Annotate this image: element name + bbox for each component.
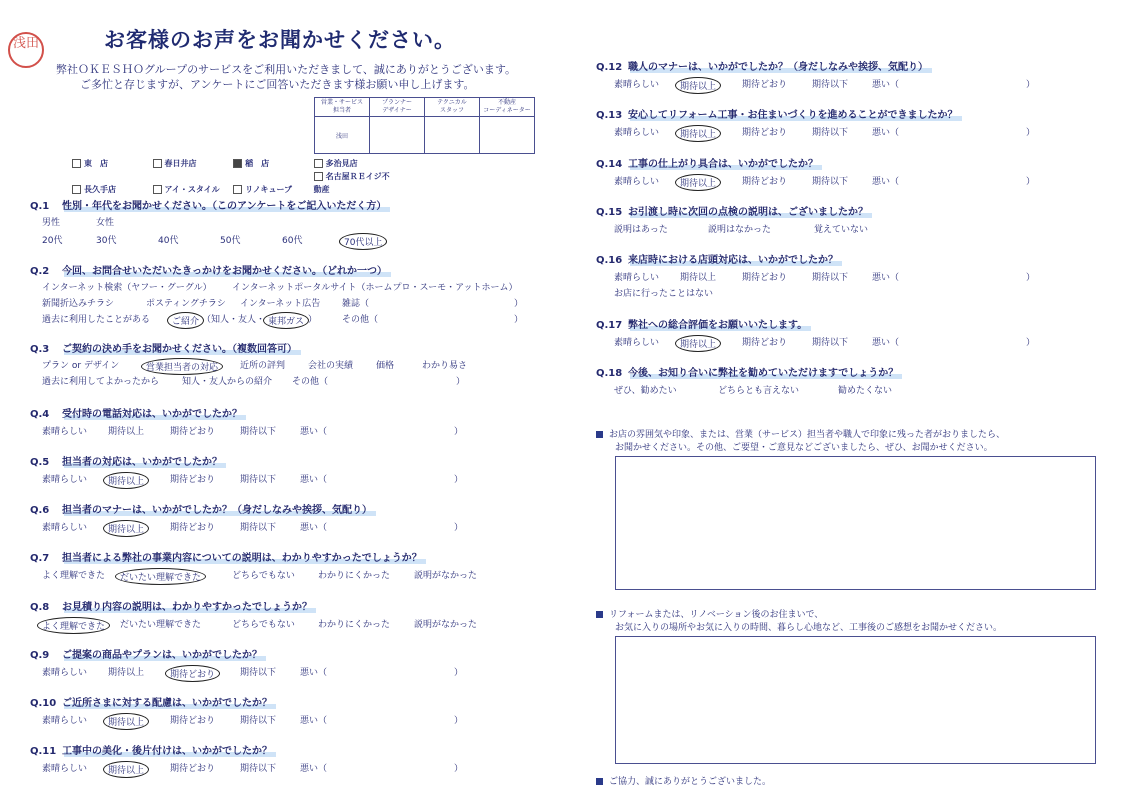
option[interactable]: 期待以下 bbox=[240, 475, 277, 485]
question-11: Q.11 工事中の美化・後片付けは、いかがでしたか？ bbox=[30, 742, 272, 757]
store-option[interactable]: リノキューブ bbox=[233, 183, 311, 196]
option[interactable]: どちらでもない bbox=[232, 571, 295, 581]
paren: ） bbox=[454, 668, 464, 678]
option[interactable]: 期待以下 bbox=[240, 716, 277, 726]
paren: ） bbox=[514, 315, 524, 325]
option[interactable]: 素晴らしい bbox=[42, 668, 88, 678]
store-option[interactable]: 稲 店 bbox=[233, 157, 311, 170]
intro-line-1: 弊社ＯＫＥＳＨＯグループのサービスをご利用いただきまして、誠にありがとうございます。 bbox=[56, 63, 517, 76]
question-3: Q.3 ご契約の決め手をお聞かせください。（複数回答可） bbox=[30, 340, 297, 355]
option[interactable]: 期待どおり bbox=[170, 764, 216, 774]
option[interactable]: 悪い（ bbox=[872, 338, 900, 348]
paren: ） bbox=[454, 764, 464, 774]
question-15: Q.15 お引渡し時に次回の点検の説明は、ございましたか？ bbox=[596, 203, 868, 218]
option[interactable]: 説明はあった bbox=[614, 225, 668, 235]
staff-table bbox=[314, 97, 535, 154]
option-age[interactable]: 30代 bbox=[96, 236, 117, 246]
option[interactable]: 素晴らしい bbox=[614, 80, 660, 90]
staff-name-sales[interactable]: 浅田 bbox=[315, 117, 370, 154]
option[interactable]: 期待以下 bbox=[812, 177, 849, 187]
option[interactable]: 期待どおり bbox=[742, 128, 788, 138]
option[interactable]: 素晴らしい bbox=[42, 764, 88, 774]
option[interactable]: 素晴らしい bbox=[42, 427, 88, 437]
question-12: Q.12 職人のマナーは、いかがでしたか？（身だしなみや挨拶、気配り） bbox=[596, 58, 928, 73]
option-selected[interactable]: 期待以上 bbox=[103, 761, 149, 778]
paren: ） bbox=[456, 377, 466, 387]
paren: ） bbox=[1026, 128, 1036, 138]
option[interactable]: 期待以下 bbox=[240, 764, 277, 774]
paren: ） bbox=[454, 523, 464, 533]
staff-name-technical[interactable] bbox=[425, 117, 480, 154]
question-8: Q.8 お見積り内容の説明は、わかりやすかったでしょうか？ bbox=[30, 598, 312, 613]
staff-name-planner[interactable] bbox=[370, 117, 425, 154]
paren: ） bbox=[454, 716, 464, 726]
comment-2-prompt: リフォームまたは、リノベーション後のお住まいで、 お気に入りの場所やお気に入りの時間、暮らし心地など、工事後のご感想をお聞かせください。 bbox=[596, 609, 1002, 635]
question-4: Q.4 受付時の電話対応は、いかがでしたか？ bbox=[30, 405, 242, 420]
question-7: Q.7 担当者による弊社の事業内容についての説明は、わかりやすかったでしょうか？ bbox=[30, 549, 422, 564]
question-14: Q.14 工事の仕上がり具合は、いかがでしたか？ bbox=[596, 155, 818, 170]
staff-header-realestate: 不動産 コーディネーター bbox=[480, 98, 535, 117]
store-option[interactable]: 東 店 bbox=[72, 157, 150, 170]
option[interactable]: 過去に利用したことがある bbox=[42, 315, 151, 325]
option[interactable]: 期待どおり bbox=[742, 80, 788, 90]
store-checklist bbox=[72, 157, 392, 196]
question-10: Q.10 ご近所さまに対する配慮は、いかがでしたか？ bbox=[30, 694, 272, 709]
page-title: お客様のお声をお聞かせください。 bbox=[104, 28, 456, 52]
option-selected[interactable]: 期待以上 bbox=[103, 520, 149, 537]
question-16: Q.16 来店時における店頭対応は、いかがでしたか？ bbox=[596, 251, 838, 266]
option-selected[interactable]: 東邦ガス bbox=[263, 312, 309, 329]
option[interactable]: 説明はなかった bbox=[708, 225, 772, 235]
option[interactable]: 雑誌（ bbox=[342, 299, 370, 309]
staff-header-sales: 営業・サービス 担当者 bbox=[315, 98, 370, 117]
question-18: Q.18 今後、お知り合いに弊社を勧めていただけますでしょうか？ bbox=[596, 364, 898, 379]
option[interactable]: 期待以上 bbox=[108, 427, 145, 437]
question-13: Q.13 安心してリフォーム工事・お住まいづくりを進めることができましたか？ bbox=[596, 106, 958, 121]
store-option[interactable]: アイ・スタイル bbox=[153, 183, 231, 196]
option-age[interactable]: 40代 bbox=[158, 236, 179, 246]
option-age[interactable]: 50代 bbox=[220, 236, 241, 246]
option-selected[interactable]: だいたい理解できた bbox=[115, 568, 206, 585]
intro-line-2: ご多忙と存じますが、アンケートにご回答いただきます様お願い申し上げます。 bbox=[80, 78, 475, 91]
option[interactable]: 素晴らしい bbox=[614, 177, 660, 187]
question-1: Q.1 性別・年代をお聞かせください。（このアンケートをご記入いただく方） bbox=[30, 197, 386, 212]
option[interactable]: 会社の実績 bbox=[308, 361, 354, 371]
question-5: Q.5 担当者の対応は、いかがでしたか？ bbox=[30, 453, 222, 468]
option[interactable]: 勧めたくない bbox=[838, 386, 893, 396]
paren: ） bbox=[454, 475, 464, 485]
store-option[interactable]: 長久手店 bbox=[72, 183, 150, 196]
option[interactable]: 悪い（ bbox=[300, 668, 328, 678]
option[interactable]: 期待以上 bbox=[108, 668, 145, 678]
question-2: Q.2 今回、お問合せいただいたきっかけをお聞かせください。（どれか一つ） bbox=[30, 262, 387, 277]
option[interactable]: 悪い（ bbox=[872, 128, 900, 138]
option[interactable]: 悪い（ bbox=[300, 427, 328, 437]
option-selected[interactable]: よく理解できた bbox=[37, 617, 110, 634]
option[interactable]: 悪い（ bbox=[300, 764, 328, 774]
option[interactable]: 素晴らしい bbox=[614, 273, 660, 283]
staff-name-realestate[interactable] bbox=[480, 117, 535, 154]
question-6: Q.6 担当者のマナーは、いかがでしたか？（身だしなみや挨拶、気配り） bbox=[30, 501, 372, 516]
option[interactable]: 悪い（ bbox=[300, 475, 328, 485]
option[interactable]: よく理解できた bbox=[42, 571, 106, 581]
option[interactable]: 素晴らしい bbox=[42, 523, 88, 533]
paren: ） bbox=[1026, 177, 1036, 187]
comment-1-prompt: お店の雰囲気や印象、または、営業（サービス）担当者や職人で印象に残った者がおりましたら、 お聞かせください。その他、ご要望・ご意見などございましたら、ぜひ、お聞かせください。 bbox=[596, 429, 1005, 455]
paren: ） bbox=[514, 299, 524, 309]
option[interactable]: 期待どおり bbox=[170, 716, 216, 726]
option[interactable]: インターネット広告 bbox=[240, 299, 321, 309]
option-selected[interactable]: 期待以上 bbox=[675, 125, 721, 142]
option[interactable]: その他（ bbox=[292, 377, 329, 387]
option-selected[interactable]: 期待以上 bbox=[675, 335, 721, 352]
option[interactable]: ぜひ、勧めたい bbox=[614, 386, 677, 396]
option-detail: （知人・友人・ bbox=[202, 315, 266, 325]
question-9: Q.9 ご提案の商品やプランは、いかがでしたか？ bbox=[30, 646, 262, 661]
option[interactable]: 期待どおり bbox=[742, 177, 788, 187]
option[interactable]: 期待以下 bbox=[240, 523, 277, 533]
option-selected[interactable]: 期待以上 bbox=[675, 77, 721, 94]
option-age-selected[interactable]: 70代以上 bbox=[339, 233, 387, 250]
bullet-square-icon bbox=[596, 431, 603, 438]
option[interactable]: 期待以下 bbox=[812, 128, 849, 138]
option-selected[interactable]: 期待どおり bbox=[165, 665, 220, 682]
option-age[interactable]: 60代 bbox=[282, 236, 303, 246]
option[interactable]: お店に行ったことはない bbox=[614, 289, 714, 299]
paren: ） bbox=[1026, 80, 1036, 90]
question-17: Q.17 弊社への総合評価をお願いいたします。 bbox=[596, 316, 807, 331]
option[interactable]: 素晴らしい bbox=[42, 475, 88, 485]
option[interactable]: 素晴らしい bbox=[614, 128, 660, 138]
option[interactable]: 期待どおり bbox=[742, 273, 788, 283]
option[interactable]: 近所の評判 bbox=[240, 361, 286, 371]
option-selected[interactable]: 営業担当者の対応 bbox=[141, 358, 223, 375]
option[interactable]: 素晴らしい bbox=[42, 716, 88, 726]
option-selected[interactable]: 期待以上 bbox=[103, 713, 149, 730]
option[interactable]: 素晴らしい bbox=[614, 338, 660, 348]
option[interactable]: ポスティングチラシ bbox=[146, 299, 226, 309]
option[interactable]: 悪い（ bbox=[300, 523, 328, 533]
option[interactable]: わかりにくかった bbox=[318, 571, 391, 581]
paren: ） bbox=[1026, 338, 1036, 348]
store-option[interactable]: 名古屋ＲＥイジ不動産 bbox=[313, 172, 390, 194]
option[interactable]: 期待以下 bbox=[812, 338, 849, 348]
store-option[interactable]: 多治見店 bbox=[314, 157, 392, 170]
option[interactable]: 説明がなかった bbox=[414, 571, 478, 581]
seal-stamp: 浅田 bbox=[8, 32, 44, 68]
option[interactable]: 悪い（ bbox=[872, 80, 900, 90]
option-selected[interactable]: 期待以上 bbox=[103, 472, 149, 489]
staff-header-technical: テクニカル スタッフ bbox=[425, 98, 480, 117]
option[interactable]: 知人・友人からの紹介 bbox=[182, 377, 273, 387]
option[interactable]: 期待どおり bbox=[742, 338, 788, 348]
option[interactable]: 悪い（ bbox=[300, 716, 328, 726]
option[interactable]: わかり易さ bbox=[422, 361, 468, 371]
paren: ） bbox=[308, 315, 318, 325]
option[interactable]: 過去に利用してよかったから bbox=[42, 377, 160, 387]
option[interactable]: 価格 bbox=[376, 361, 395, 371]
option[interactable]: インターネット検索（ヤフー・グーグル） bbox=[42, 283, 212, 293]
option[interactable]: どちらとも言えない bbox=[718, 386, 800, 396]
paren: ） bbox=[1026, 273, 1036, 283]
comment-1-box[interactable] bbox=[615, 456, 1096, 590]
option[interactable]: 期待どおり bbox=[170, 475, 216, 485]
option[interactable]: 期待以下 bbox=[240, 427, 277, 437]
store-option[interactable]: 春日井店 bbox=[153, 157, 231, 170]
option[interactable]: 覚えていない bbox=[814, 225, 869, 235]
option[interactable]: プラン or デザイン bbox=[42, 361, 120, 371]
bullet-square-icon bbox=[596, 611, 603, 618]
option[interactable]: 説明がなかった bbox=[414, 620, 478, 630]
intro-text bbox=[56, 62, 516, 92]
paren: ） bbox=[454, 427, 464, 437]
option[interactable]: 期待以下 bbox=[812, 273, 849, 283]
option-male[interactable]: 男性 bbox=[42, 218, 61, 228]
option[interactable]: 期待どおり bbox=[170, 523, 216, 533]
option[interactable]: わかりにくかった bbox=[318, 620, 391, 630]
option[interactable]: 新聞折込みチラシ bbox=[42, 299, 115, 309]
staff-header-planner: プランナー デザイナー bbox=[370, 98, 425, 117]
option[interactable]: その他（ bbox=[342, 315, 379, 325]
option[interactable]: 期待以下 bbox=[240, 668, 277, 678]
option[interactable]: 悪い（ bbox=[872, 273, 900, 283]
bullet-square-icon bbox=[596, 778, 603, 785]
option[interactable]: 悪い（ bbox=[872, 177, 900, 187]
option-selected[interactable]: 期待以上 bbox=[675, 174, 721, 191]
option[interactable]: どちらでもない bbox=[232, 620, 295, 630]
comment-2-box[interactable] bbox=[615, 636, 1096, 764]
option[interactable]: だいたい理解できた bbox=[120, 620, 202, 630]
option-selected[interactable]: ご紹介 bbox=[167, 312, 204, 329]
option[interactable]: 期待以下 bbox=[812, 80, 849, 90]
option-female[interactable]: 女性 bbox=[96, 218, 115, 228]
option-age[interactable]: 20代 bbox=[42, 236, 63, 246]
option[interactable]: インターネットポータルサイト（ホームプロ・スーモ・アットホーム） bbox=[232, 283, 518, 293]
footer-thanks: ご協力、誠にありがとうございました。 bbox=[596, 774, 771, 787]
option[interactable]: 期待以上 bbox=[680, 273, 717, 283]
option[interactable]: 期待どおり bbox=[170, 427, 216, 437]
